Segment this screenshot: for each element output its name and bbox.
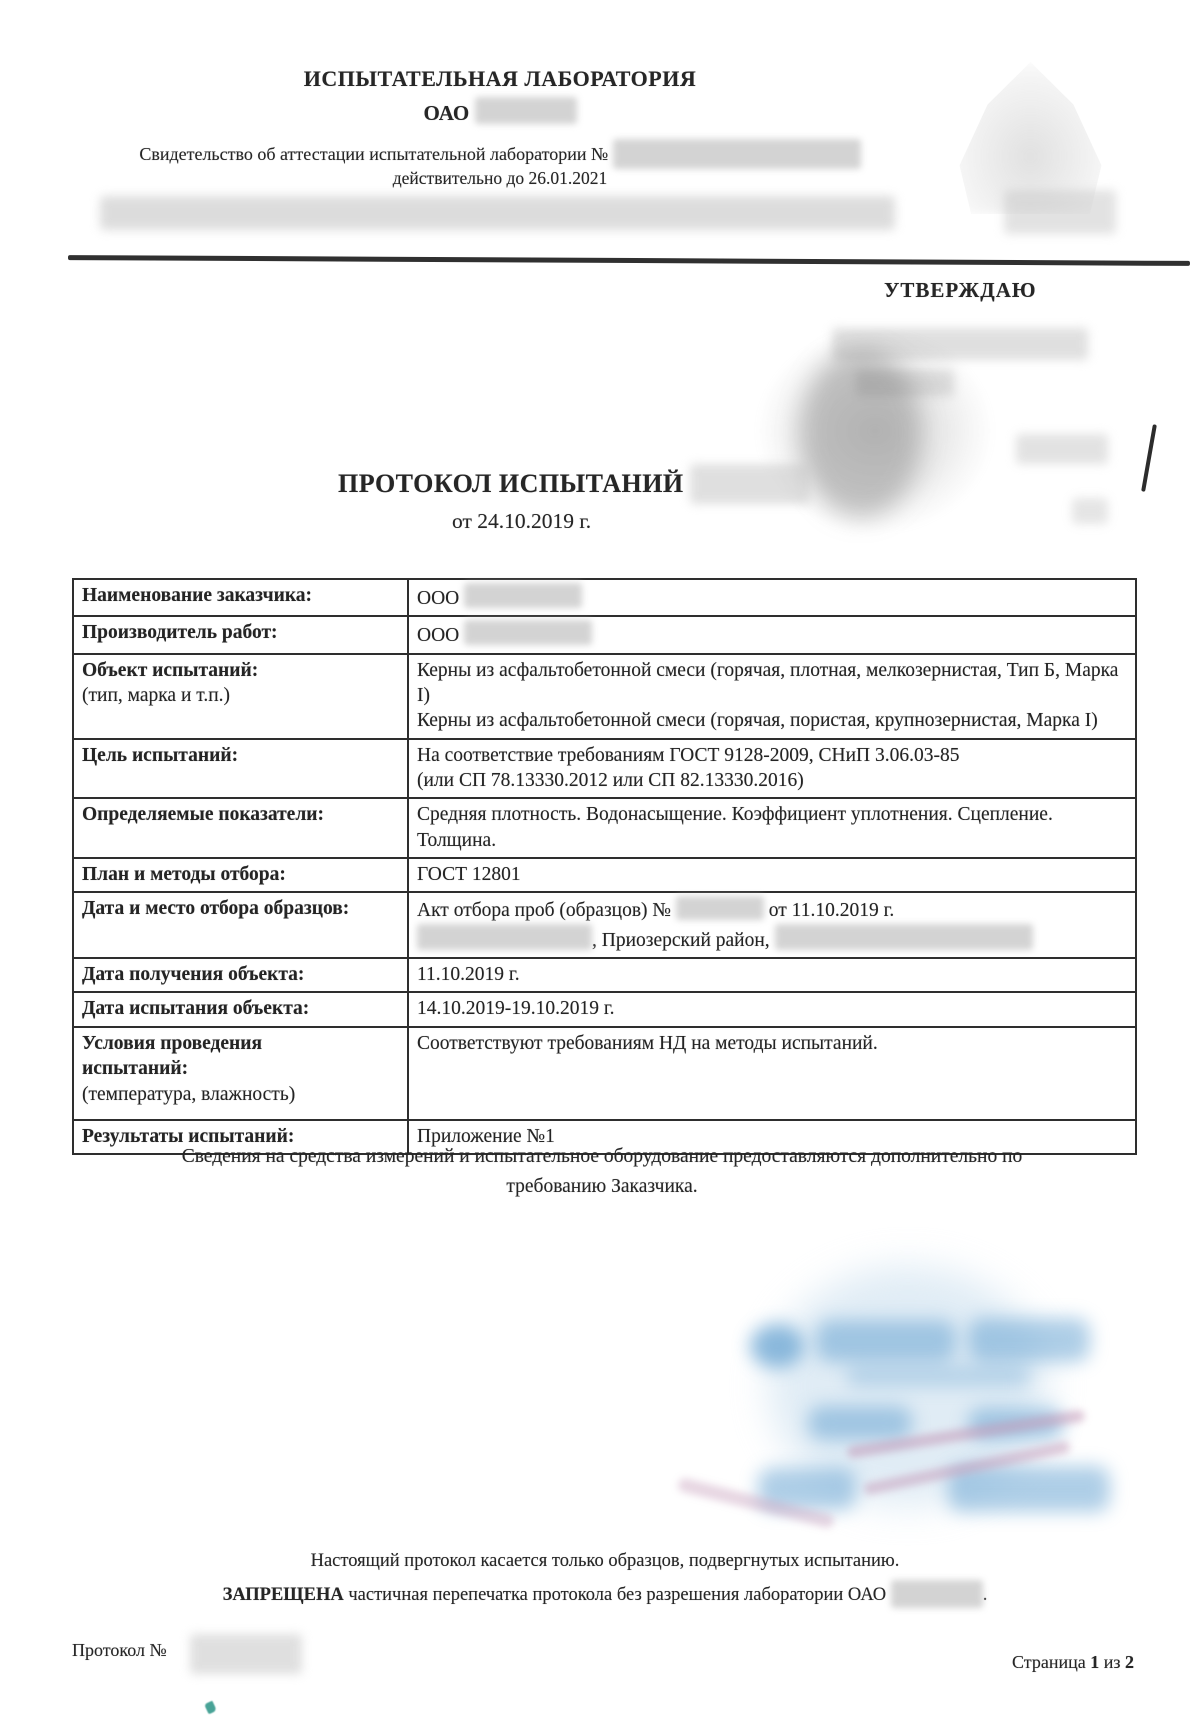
redacted-footer-protocol-number [190, 1634, 302, 1674]
conditions-label-note: (температура, влажность) [82, 1083, 296, 1105]
table-row [73, 654, 1136, 739]
row-label: Наименование заказчика: [73, 579, 408, 616]
redacted-address-line [100, 196, 895, 230]
lab-title: ИСПЫТАТЕЛЬНАЯ ЛАБОРАТОРИЯ [303, 66, 697, 91]
company-prefix: ОАО [423, 101, 470, 125]
teal-ink-mark [204, 1701, 217, 1715]
table-row [73, 1027, 1136, 1120]
redacted-lab-company-name [891, 1580, 983, 1608]
table-row [73, 992, 1136, 1026]
protocol-table [72, 578, 1137, 1155]
redacted-protocol-number [690, 464, 810, 504]
redacted-contractor-name [464, 620, 592, 645]
prohibition-note [100, 1580, 1110, 1608]
valid-until-line: действительно до 26.01.2021 [392, 168, 608, 188]
sampling-act-prefix: Акт отбора проб (образцов) № [417, 900, 672, 922]
redacted-sampling-place-1 [417, 924, 592, 950]
equipment-note-line-2: требованию Заказчика. [506, 1176, 698, 1198]
row-label [73, 654, 408, 739]
table-row [73, 579, 1136, 616]
blue-stamp-text-blob [846, 1366, 1031, 1386]
blue-stamp-text-blob [808, 1406, 912, 1440]
sampling-district: , Приозерский район, [592, 929, 770, 951]
page-number: 1 [1090, 1652, 1100, 1672]
equipment-note-line-1: Сведения на средства измерений и испытательное оборудование предоставляются дополнительно по [181, 1146, 1023, 1167]
purpose-line-2: (или СП 78.13330.2012 или СП 82.13330.2016) [417, 770, 804, 792]
sampling-line-1 [417, 896, 1123, 923]
row-label: Дата испытания объекта: [73, 992, 408, 1026]
object-value-2: Керны из асфальтобетонной смеси (горячая, пористая, крупнозернистая, Марка I) [417, 710, 1098, 732]
indicators-line-1: Средняя плотность. Водонасыщение. Коэффициент уплотнения. Сцепление. [417, 804, 1053, 826]
table-row [73, 739, 1136, 799]
certificate-line [0, 139, 1000, 169]
row-value: 11.10.2019 г. [408, 958, 1136, 992]
redacted-company-name [475, 97, 577, 124]
table-row [73, 892, 1136, 958]
signature-slash-mark [1141, 424, 1156, 492]
redacted-customer-name [464, 583, 582, 608]
approval-heading: УТВЕРЖДАЮ [884, 278, 1037, 302]
blue-stamp-text-blob [968, 1318, 1090, 1362]
object-label: Объект испытаний: [82, 659, 259, 681]
page-of-word: из [1103, 1652, 1121, 1672]
redacted-approver-surname [1016, 434, 1108, 464]
redacted-sampling-place-2 [775, 924, 1033, 950]
row-value: Приложение №1 [408, 1120, 1136, 1154]
table-row [73, 616, 1136, 653]
prohibition-text: частичная перепечатка протокола без разрешения лаборатории ОАО [348, 1585, 887, 1605]
object-value-1: Керны из асфальтобетонной смеси (горячая, плотная, мелкозернистая, Тип Б, Марка I) [417, 659, 1119, 707]
blue-stamp-text-blob [816, 1320, 956, 1362]
footer-page-indicator [1012, 1652, 1134, 1673]
customer-prefix: ООО [417, 588, 460, 609]
indicators-line-2: Толщина. [417, 829, 497, 851]
row-label: Производитель работ: [73, 616, 408, 653]
row-value: Соответствуют требованиям НД на методы испытаний. [408, 1027, 1136, 1120]
row-value: 14.10.2019-19.10.2019 г. [408, 992, 1136, 1026]
redacted-approval-date [1072, 498, 1108, 524]
row-label: Определяемые показатели: [73, 798, 408, 858]
row-value [408, 654, 1136, 739]
row-label: Дата и место отбора образцов: [73, 892, 408, 958]
row-value [408, 739, 1136, 799]
prohibition-period: . [982, 1585, 988, 1605]
certificate-text: Свидетельство об аттестации испытательной лаборатории № [139, 144, 609, 164]
row-label: Дата получения объекта: [73, 958, 408, 992]
row-label: План и методы отбора: [73, 858, 408, 892]
conditions-label-1: Условия проведения [82, 1032, 263, 1054]
table-row [73, 858, 1136, 892]
object-label-note: (тип, марка и т.п.) [82, 685, 231, 707]
protocol-title: ПРОТОКОЛ ИСПЫТАНИЙ [338, 469, 684, 498]
footer-protocol-label: Протокол № [72, 1640, 167, 1660]
prohibition-bold-word: ЗАПРЕЩЕНА [222, 1585, 344, 1605]
table-row [73, 798, 1136, 858]
redacted-act-number [676, 896, 764, 920]
sampling-act-date: от 11.10.2019 г. [768, 900, 895, 922]
row-value [408, 892, 1136, 958]
round-stamp-core-icon [800, 350, 922, 518]
redacted-certificate-number [613, 139, 861, 169]
company-line [0, 97, 1000, 126]
header-divider [68, 255, 1190, 265]
blue-stamp-emblem-icon [750, 1324, 804, 1368]
purpose-line-1: На соответствие требованиям ГОСТ 9128-2009, СНиП 3.06.03-85 [417, 744, 960, 766]
equipment-note [52, 1142, 1152, 1202]
row-value: ГОСТ 12801 [408, 858, 1136, 892]
row-value [408, 798, 1136, 858]
table-row [73, 958, 1136, 992]
row-value [408, 579, 1136, 616]
page-word: Страница [1012, 1652, 1086, 1672]
conditions-label-2: испытаний: [82, 1058, 189, 1080]
page-total: 2 [1124, 1652, 1134, 1672]
row-label: Цель испытаний: [73, 739, 408, 799]
row-label: Результаты испытаний: [73, 1120, 408, 1154]
row-value [408, 616, 1136, 653]
row-label [73, 1027, 408, 1120]
protocol-date: от 24.10.2019 г. [452, 509, 592, 533]
scope-note: Настоящий протокол касается только образцов, подвергнутых испытанию. [310, 1551, 900, 1571]
contractor-prefix: ООО [417, 625, 460, 647]
sampling-line-2 [417, 924, 1123, 953]
redacted-logo-caption [1004, 190, 1116, 234]
